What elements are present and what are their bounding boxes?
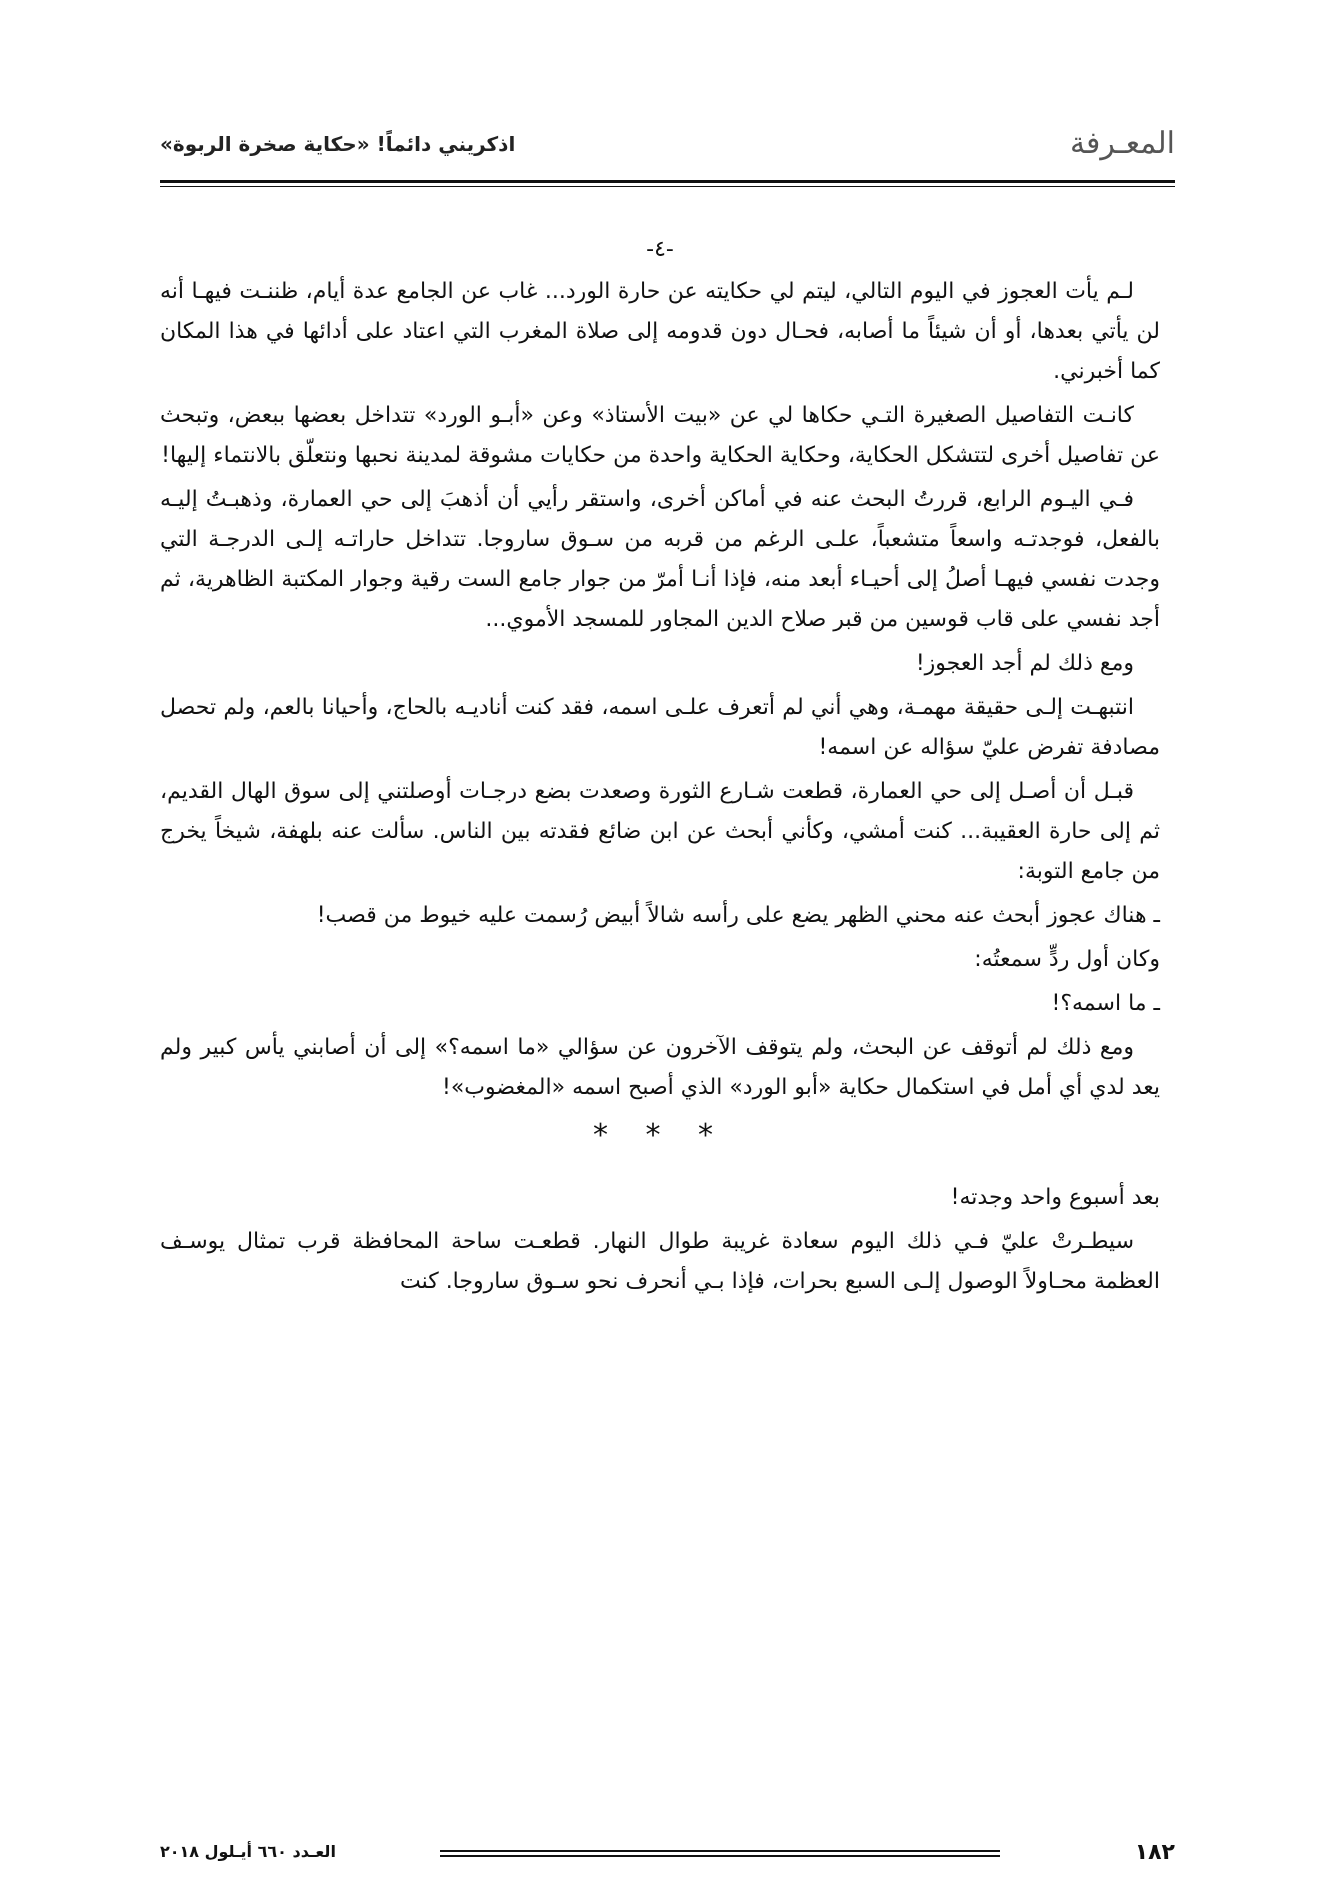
paragraph: فـي اليـوم الرابع، قررتُ البحث عنه في أماكن أخرى، واستقر رأيي أن أذهبَ إلى حي العمارة، وذهبـتُ إليـه بالفعل، فوجدتـه واسعاً متشعباً، علـى الرغم من قربه من سـوق ساروجا. تتداخل حاراتـه إلـى الدرجـة التي وجدت نفسي فيهـا أصلُ إلى أحيـاء أبعد منه، فإذا أنـا أمرّ من جوار جامع الست رقية وجوار المكتبة الظاهرية، ثم أجد نفسي على قاب قوسين من قبر صلاح الدين المجاور للمسجد الأموي...	[160, 487, 1160, 632]
issue-info: العـدد ٦٦٠ أيـلول ٢٠١٨	[160, 1842, 336, 1861]
header-rule-thin	[160, 186, 1175, 187]
section-number: -٤-	[646, 237, 674, 262]
header-rule-thick	[160, 180, 1175, 183]
paragraph: قبـل أن أصـل إلى حي العمارة، قطعت شـارع الثورة وصعدت بضع درجـات أوصلتني إلى سوق الهال القديم، ثم إلى حارة العقيبة... كنت أمشي، وكأني أبحث عن ابن ضائع فقدته بين الناس. سألت عنه بلهفة، شيخاً يخرج من جامع التوبة:	[160, 779, 1160, 884]
running-title: اذكريني دائماً! «حكاية صخرة الربوة»	[160, 132, 516, 156]
paragraph: سيطـرتْ عليّ فـي ذلك اليوم سعادة غريبة طوال النهار. قطعـت ساحة المحافظة قرب تمثال يوسـف العظمة محـاولاً الوصول إلـى السبع بحرات، فإذا بـي أنحرف نحو سـوق ساروجا. كنت	[160, 1229, 1160, 1294]
dialogue-line: ـ ما اسمه؟!	[1051, 991, 1160, 1016]
magazine-logo: المعـرفة	[1069, 126, 1175, 161]
paragraph: بعد أسبوع واحد وجدته!	[950, 1185, 1160, 1210]
page-number: ١٨٢	[1134, 1840, 1175, 1865]
paragraph: وكان أول ردٍّ سمعتُه:	[974, 947, 1160, 972]
footer-rule	[440, 1850, 1000, 1859]
page-footer	[160, 1840, 1175, 1870]
paragraph: ومع ذلك لم أجد العجوز!	[915, 651, 1134, 676]
section-separator: * * *	[592, 1118, 728, 1153]
paragraph: ومع ذلك لم أتوقف عن البحث، ولم يتوقف الآخرون عن سؤالي «ما اسمه؟» إلى أن أصابني يأس كبير ولم يعد لدي أي أمل في استكمال حكاية «أبو الورد» الذي أصبح اسمه «المغضوب»!	[160, 1035, 1160, 1100]
paragraph: لـم يأت العجوز في اليوم التالي، ليتم لي حكايته عن حارة الورد... غاب عن الجامع عدة أيام، ظننـت فيهـا أنه لن يأتي بعدها، أو أن شيئاً ما أصابه، فحـال دون قدومه إلى صلاة المغرب التي اعتاد على أدائها في هذا المكان كما أخبرني.	[160, 279, 1160, 384]
dialogue-line: ـ هناك عجوز أبحث عنه محني الظهر يضع على رأسه شالاً أبيض رُسمت عليه خيوط من قصب!	[316, 903, 1160, 928]
paragraph: انتبهـت إلـى حقيقة مهمـة، وهي أني لم أتعرف علـى اسمه، فقد كنت أناديـه بالحاج، وأحيانا بالعم، ولم تحصل مصادفة تفرض عليّ سؤاله عن اسمه!	[160, 695, 1160, 760]
page-header	[160, 120, 1175, 170]
paragraph: كانـت التفاصيل الصغيرة التـي حكاها لي عن «بيت الأستاذ» وعن «أبـو الورد» تتداخل بعضها ببعض، وتبحث عن تفاصيل أخرى لتتشكل الحكاية، وحكاية الحكاية واحدة من حكايات مشوقة لمدينة نحبها ونتعلّق بالانتماء إليها!	[160, 403, 1160, 468]
article-body	[160, 230, 1160, 1306]
